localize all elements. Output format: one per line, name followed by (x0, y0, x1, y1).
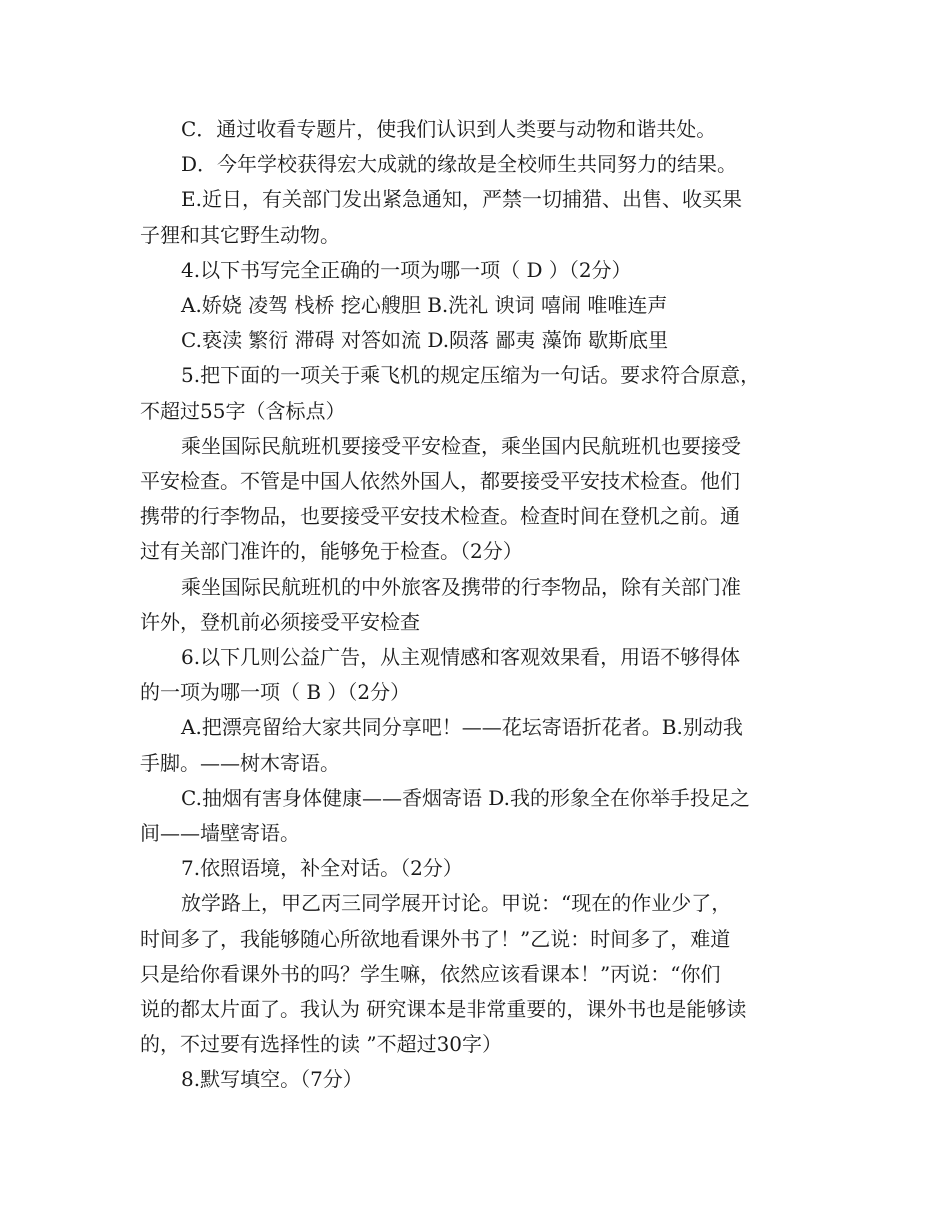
question-7-passage: 只是给你看课外书的吗？学生嘛，依然应该看课本！”丙说：“你们 (140, 961, 721, 986)
text-line: 子狸和其它野生动物。 (140, 222, 340, 247)
question-6-options: 间——墙壁寄语。 (140, 821, 300, 846)
question-7-passage: 的，不过要有选择性的读 ”不超过30字） (140, 1032, 503, 1057)
question-5-passage: 乘坐国际民航班机要接受平安检查，乘坐国内民航班机也要接受 (181, 433, 741, 458)
question-6-options: C.抽烟有害身体健康——香烟寄语 D.我的形象全在你举手投足之 (181, 785, 750, 810)
question-6-options: 手脚。——树木寄语。 (140, 750, 340, 775)
question-5-passage: 过有关部门准许的，能够免于检查。（2分） (140, 539, 523, 564)
question-8-stem: 8.默写填空。（7分） (181, 1067, 363, 1092)
document-page (140, 112, 820, 1098)
question-4-stem: 4.以下书写完全正确的一项为哪一项（ D ）（2分） (181, 257, 632, 282)
document-body (140, 112, 820, 1098)
text-line: C．通过收看专题片，使我们认识到人类要与动物和谐共处。 (181, 117, 717, 141)
question-6-stem-cont: 的一项为哪一项（ B ）（2分） (140, 680, 411, 705)
question-6-options: A.把漂亮留给大家共同分享吧！——花坛寄语折花者。B.别动我 (181, 715, 743, 740)
question-5-stem-cont: 不超过55字（含标点） (140, 398, 346, 423)
question-5-passage: 平安检查。不管是中国人依然外国人，都要接受平安技术检查。他们 (140, 469, 740, 494)
text-line: E.近日，有关部门发出紧急通知，严禁一切捕猎、出售、收买果 (181, 187, 742, 212)
question-7-passage: 说的都太片面了。我认为 研究课本是非常重要的，课外书也是能够读 (140, 997, 747, 1022)
question-7-stem: 7.依照语境，补全对话。（2分） (181, 856, 463, 881)
question-5-answer: 乘坐国际民航班机的中外旅客及携带的行李物品，除有关部门准 (181, 574, 741, 599)
question-7-passage: 放学路上，甲乙丙三同学展开讨论。甲说：“现在的作业少了， (181, 891, 732, 916)
text-line: D．今年学校获得宏大成就的缘故是全校师生共同努力的结果。 (181, 152, 738, 177)
question-4-options-ab: A.娇娆 凌驾 栈桥 挖心艘胆 B.洗礼 谀词 嘻闹 唯唯连声 (181, 293, 668, 318)
question-7-passage: 时间多了，我能够随心所欲地看课外书了！”乙说：时间多了，难道 (140, 926, 731, 951)
question-5-answer: 许外，登机前必须接受平安检查 (140, 609, 420, 634)
question-6-stem: 6.以下几则公益广告，从主观情感和客观效果看，用语不够得体 (181, 645, 741, 670)
question-4-options-cd: C.亵渎 繁衍 滞碍 对答如流 D.陨落 鄙夷 藻饰 歇斯底里 (181, 328, 669, 353)
question-5-passage: 携带的行李物品，也要接受平安技术检查。检查时间在登机之前。通 (140, 504, 740, 529)
question-5-stem: 5.把下面的一项关于乘飞机的规定压缩为一句话。要求符合原意， (181, 363, 761, 388)
